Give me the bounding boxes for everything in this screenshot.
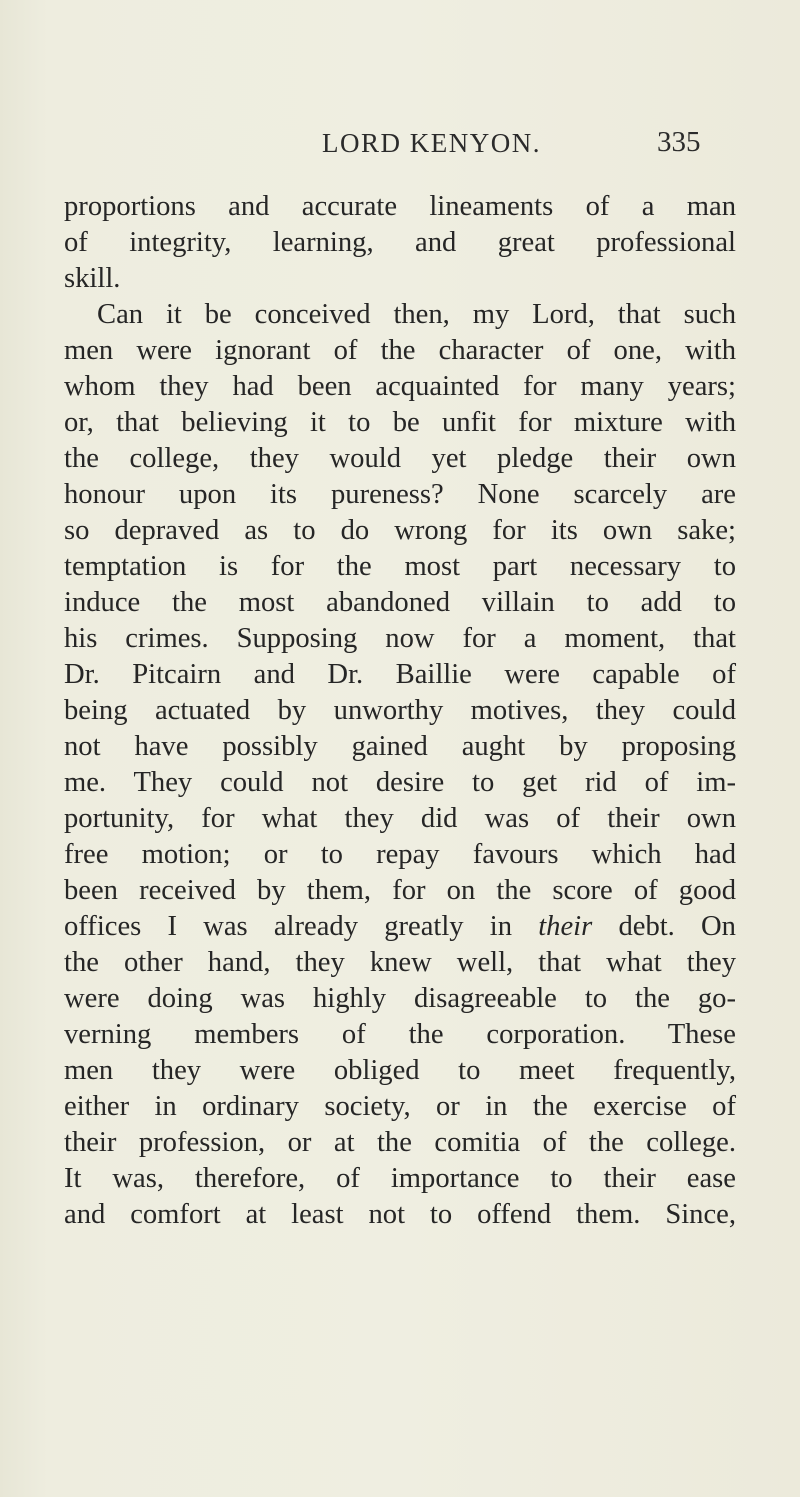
text-line: their profession, or at the comitia of the college. xyxy=(64,1127,736,1158)
text-line: verning members of the corporation. These xyxy=(64,1019,736,1050)
text-line-with-italic xyxy=(64,909,736,945)
text-line: and comfort at least not to offend them. Since, xyxy=(64,1199,736,1230)
body-text xyxy=(64,189,736,1233)
page-number: 335 xyxy=(657,126,701,158)
text-line: skill. xyxy=(64,263,121,294)
text-line: It was, therefore, of importance to their ease xyxy=(64,1163,736,1194)
running-head xyxy=(0,128,800,168)
text-line: men they were obliged to meet frequently, xyxy=(64,1055,736,1086)
text-segment: debt. On xyxy=(618,911,736,942)
text-line: or, that believing it to be unfit for mixture with xyxy=(64,407,736,438)
text-segment: offices I was already greatly in xyxy=(64,911,513,942)
text-line: being actuated by unworthy motives, they could xyxy=(64,695,736,726)
text-line: portunity, for what they did was of their own xyxy=(64,803,736,834)
text-line: proportions and accurate lineaments of a man xyxy=(64,191,736,222)
italic-word: their xyxy=(538,911,593,942)
text-line: his crimes. Supposing now for a moment, that xyxy=(64,623,736,654)
text-line: the college, they would yet pledge their own xyxy=(64,443,736,474)
text-line: whom they had been acquainted for many years; xyxy=(64,371,736,402)
text-line: Can it be conceived then, my Lord, that such xyxy=(97,299,736,330)
text-line: of integrity, learning, and great professional xyxy=(64,227,736,258)
text-line: Dr. Pitcairn and Dr. Baillie were capable of xyxy=(64,659,736,690)
text-line: so depraved as to do wrong for its own sake; xyxy=(64,515,736,546)
text-line: been received by them, for on the score of good xyxy=(64,875,736,906)
text-line: induce the most abandoned villain to add to xyxy=(64,587,736,618)
text-line: men were ignorant of the character of one, with xyxy=(64,335,736,366)
text-line: the other hand, they knew well, that what they xyxy=(64,947,736,978)
text-line: were doing was highly disagreeable to the go- xyxy=(64,983,736,1014)
text-line: not have possibly gained aught by proposing xyxy=(64,731,736,762)
text-line: either in ordinary society, or in the exercise of xyxy=(64,1091,736,1122)
text-line: honour upon its pureness? None scarcely are xyxy=(64,479,736,510)
text-line: me. They could not desire to get rid of im- xyxy=(64,767,736,798)
text-line: temptation is for the most part necessary to xyxy=(64,551,736,582)
running-head-title: LORD KENYON. xyxy=(322,128,541,158)
text-line: free motion; or to repay favours which had xyxy=(64,839,736,870)
